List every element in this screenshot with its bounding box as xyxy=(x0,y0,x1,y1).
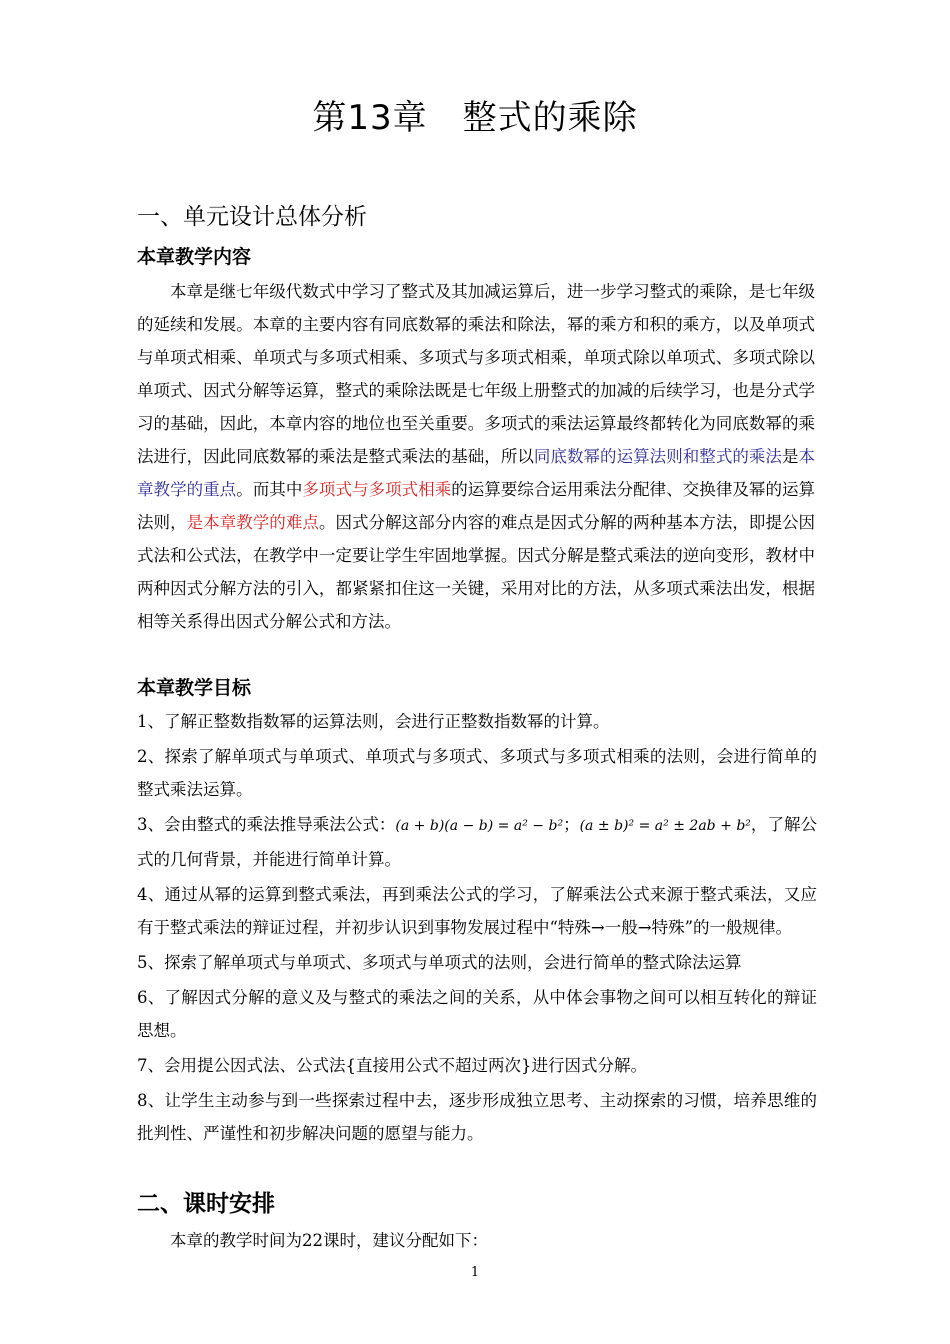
para-text-b: 是 xyxy=(781,447,799,466)
goal-item: 8、让学生主动参与到一些探索过程中去，逐步形成独立思考、主动探索的习惯，培养思维的批判性、严谨性和初步解决问题的愿望与能力。 xyxy=(137,1091,817,1143)
key-point-text-2: 本章教学的重点 xyxy=(137,447,816,499)
goals-heading: 本章教学目标 xyxy=(137,677,252,699)
chapter-title: 第13章 整式的乘除 xyxy=(312,98,638,138)
goal-item: 1、了解正整数指数幂的运算法则，会进行正整数指数幂的计算。 xyxy=(137,712,610,731)
formula-perfect-square: (a ± b)² = a² ± 2ab + b² xyxy=(579,818,751,834)
goal3-prefix: 3、会由整式的乘法推导乘法公式： xyxy=(137,815,396,834)
goal-item xyxy=(137,808,817,876)
goal-item: 2、探索了解单项式与单项式、单项式与多项式、多项式与多项式相乘的法则，会进行简单的整式乘法运算。 xyxy=(137,747,817,799)
para-text-a: 本章是继七年级代数式中学习了整式及其加减运算后，进一步学习整式的乘除，是七年级的延续和发展。本章的主要内容有同底数幂的乘法和除法，幂的乘方和积的乘方，以及单项式与单项式相乘、单项式与多项式相乘、多项式与多项式相乘，单项式除以单项式、多项式除以单项式、因式分解等运算，整式的乘除法既是七年级上册整式的加减的后续学习，也是分式学习的基础，因此，本章内容的地位也至关重要。多项式的乘法运算最终都转化为同底数幂的乘法进行，因此同底数幂的乘法是整式乘法的基础，所以 xyxy=(137,282,815,466)
content-paragraph xyxy=(137,275,815,638)
formula-difference-of-squares: (a + b)(a − b) = a² − b² xyxy=(395,818,564,834)
para-text-e: 。因式分解这部分内容的难点是因式分解的两种基本方法，即提公因式法和公式法，在教学中一定要让学生牢固地掌握。因式分解是整式乘法的逆向变形，教材中两种因式分解方法的引入，都紧紧扣住这一关键，采用对比的方法，从多项式乘法出发，根据相等关系得出因式分解公式和方法。 xyxy=(137,513,816,631)
goal-item: 7、会用提公因式法、公式法{直接用公式不超过两次}进行因式分解。 xyxy=(137,1056,647,1075)
key-point-text-1: 同底数幂的运算法则和整式的乘法 xyxy=(533,447,782,466)
page-number: 1 xyxy=(470,1265,480,1280)
para-text-c: 。而其中 xyxy=(236,480,303,499)
difficult-point-text-1: 多项式与多项式相乘 xyxy=(302,480,452,499)
section-heading-1: 一、单元设计总体分析 xyxy=(137,204,367,230)
difficult-point-text-2: 是本章教学的难点 xyxy=(186,513,319,532)
content-heading: 本章教学内容 xyxy=(137,246,252,268)
goal3-separator: ； xyxy=(563,815,580,834)
para-text-d: 的运算要综合运用乘法分配律、交换律及幂的运算法则， xyxy=(137,480,816,532)
goal3-suffix: ，了解公式的几何背景，并能进行简单计算。 xyxy=(137,815,817,869)
schedule-intro: 本章的教学时间为22课时，建议分配如下： xyxy=(170,1231,488,1250)
goals-list xyxy=(137,705,817,1152)
goal-item: 5、探索了解单项式与单项式、多项式与单项式的法则，会进行简单的整式除法运算 xyxy=(137,953,742,972)
section-heading-2: 二、课时安排 xyxy=(137,1191,275,1217)
goal-item: 4、通过从幂的运算到整式乘法，再到乘法公式的学习，了解乘法公式来源于整式乘法，又应有于整式乘法的辩证过程，并初步认识到事物发展过程中“特殊→一般→特殊”的一般规律。 xyxy=(137,885,817,937)
goal-item: 6、了解因式分解的意义及与整式的乘法之间的关系，从中体会事物之间可以相互转化的辩证思想。 xyxy=(137,988,817,1040)
